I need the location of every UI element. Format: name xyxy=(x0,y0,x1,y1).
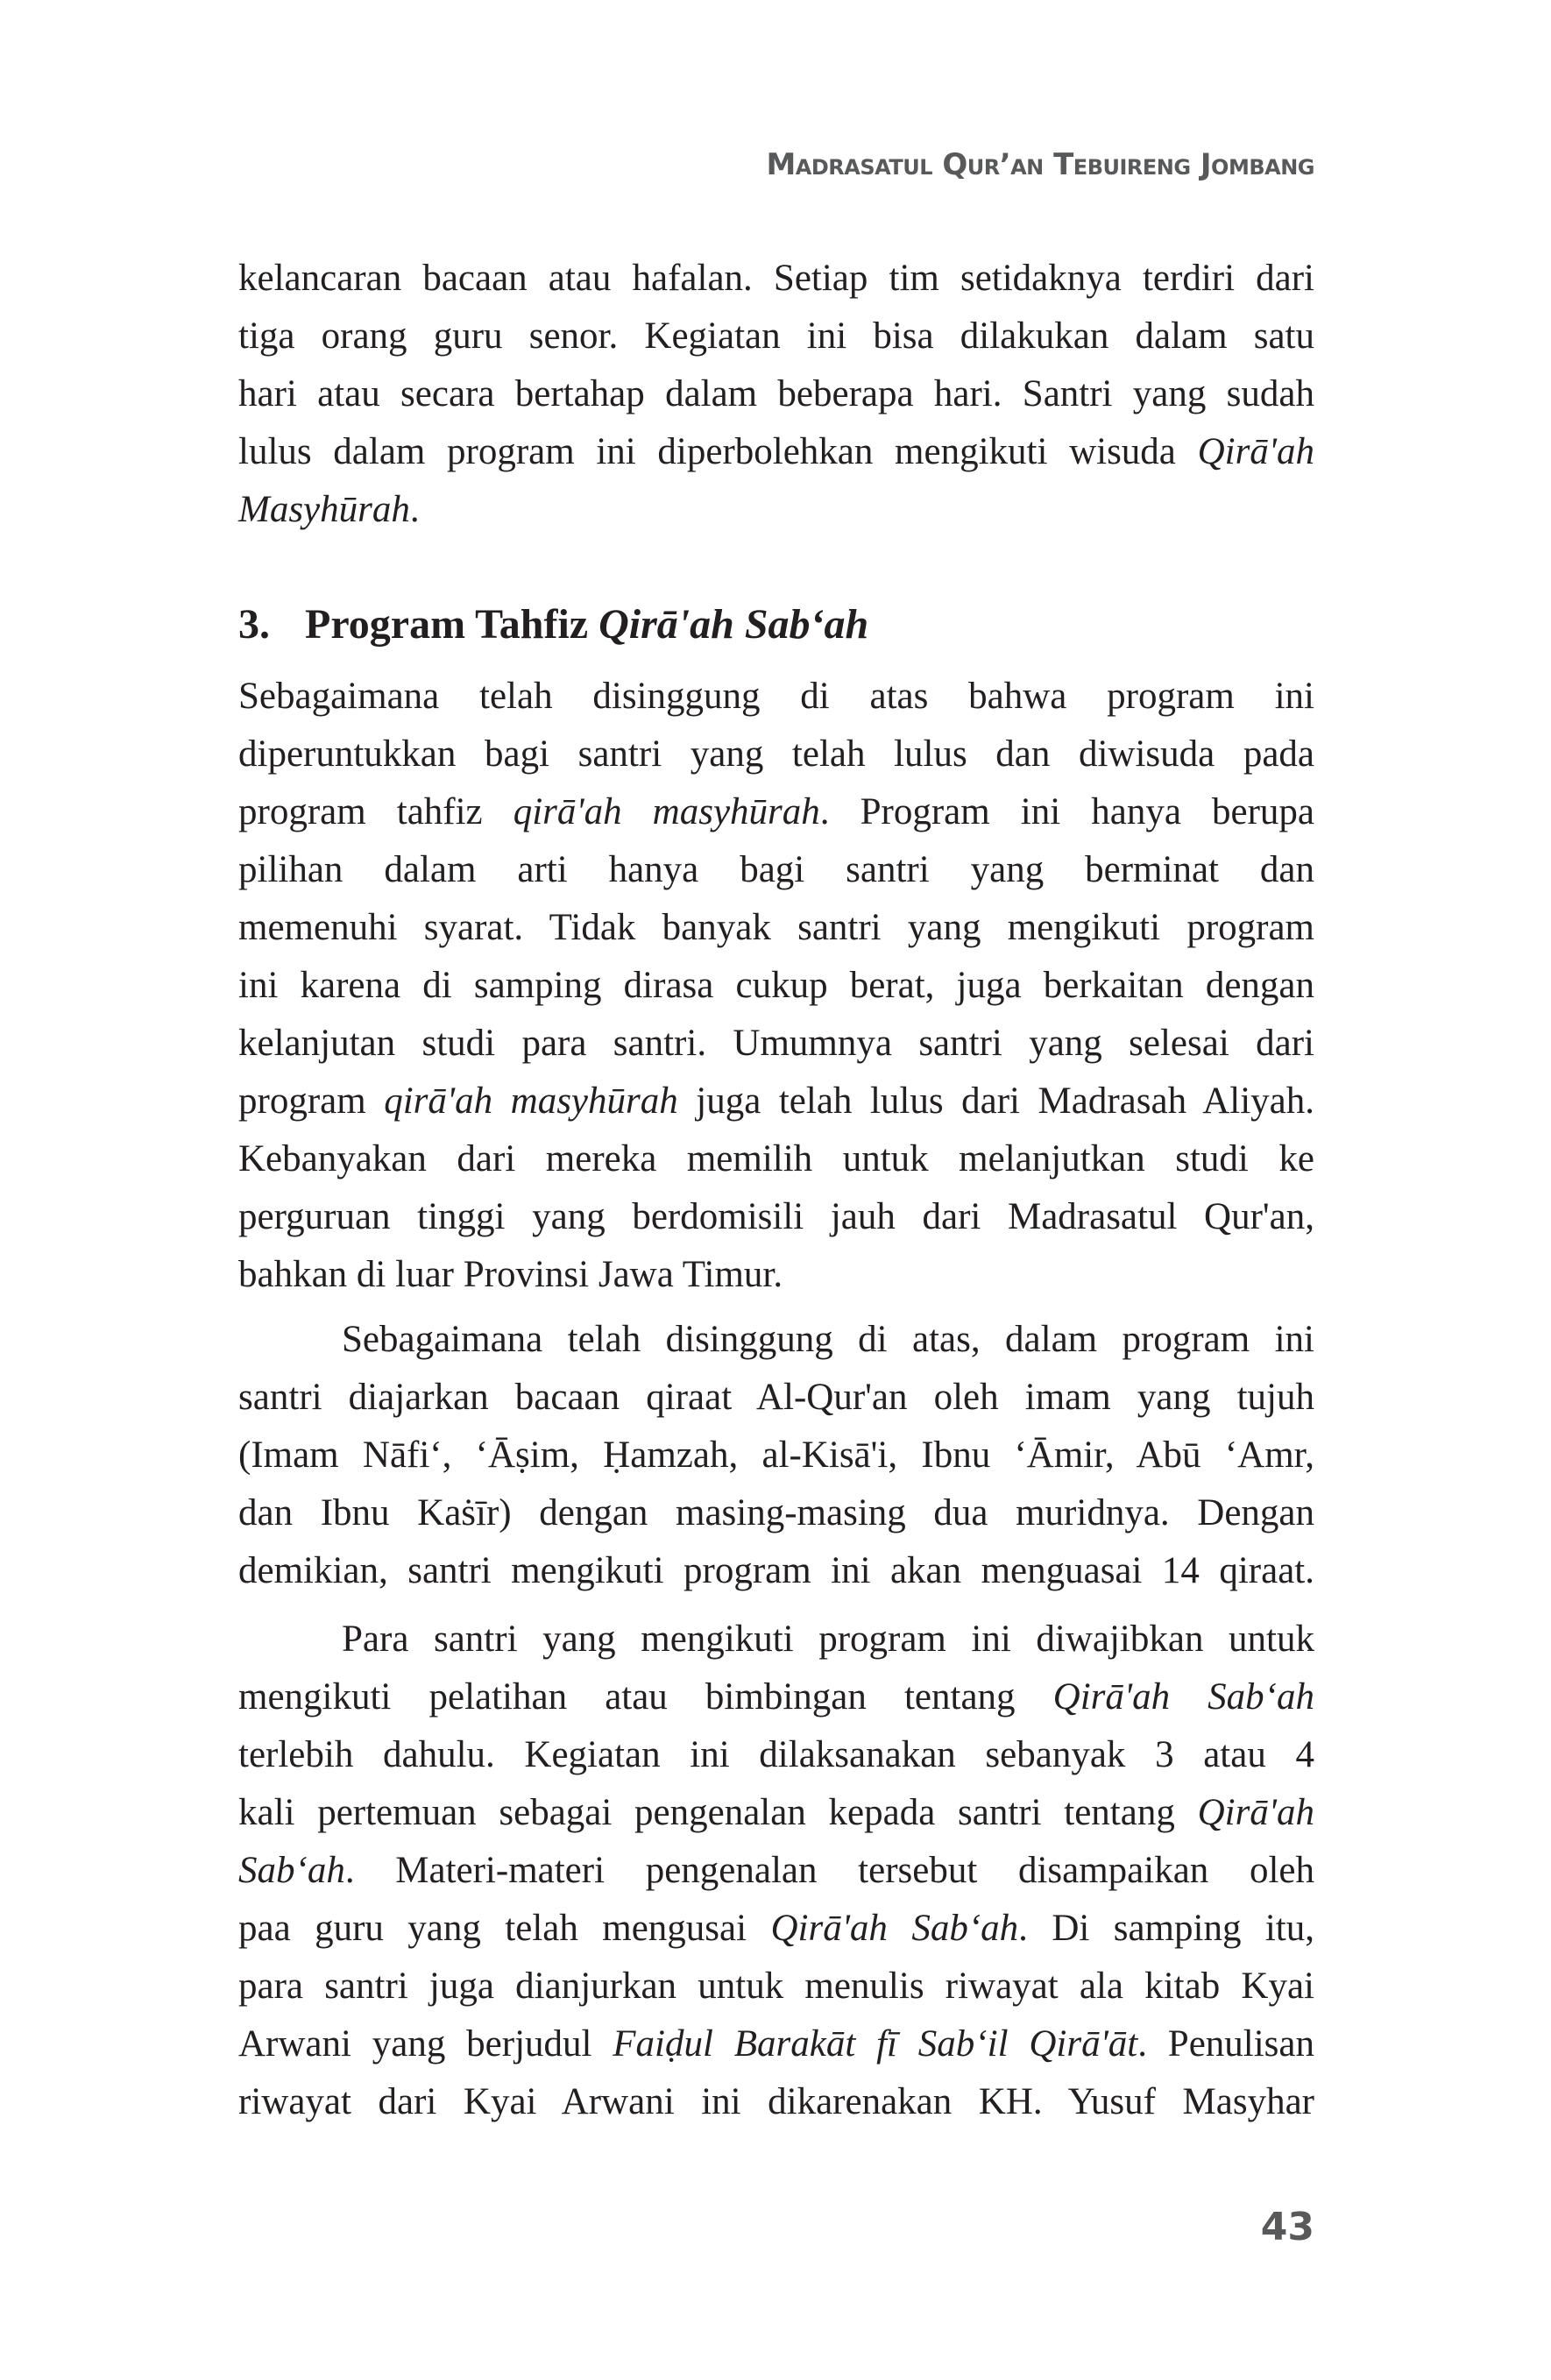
italic-term: Qirā'ah xyxy=(1197,431,1314,472)
text-line: Sebagaimana telah disinggung di atas bahwa program ini xyxy=(238,676,1314,717)
text-line: santri diajarkan bacaan qiraat Al-Qur'an oleh imam yang tujuh xyxy=(238,1377,1314,1418)
running-header: Madrasatul Qur’an Tebuireng Jombang xyxy=(766,147,1314,182)
text-line xyxy=(238,783,1314,841)
text-line: kelanjutan studi para santri. Umumnya santri yang selesai dari xyxy=(238,1023,1314,1064)
text-line: Sebagaimana telah disinggung di atas, dalam program ini xyxy=(342,1319,1314,1360)
text-line: Kebanyakan dari mereka memilih untuk melanjutkan studi ke xyxy=(238,1138,1314,1179)
text-line: pilihan dalam arti hanya bagi santri yang berminat dan xyxy=(238,849,1314,890)
italic-term: Qirā'ah Sab‘ah xyxy=(770,1908,1019,1949)
line-text: Arwani yang berjudul xyxy=(238,2023,613,2065)
section-heading xyxy=(238,596,1314,654)
line-text: juga telah lulus dari Madrasah Aliyah. xyxy=(677,1080,1315,1122)
text-line xyxy=(238,1842,1314,1900)
text-line xyxy=(238,1784,1314,1842)
line-text: program xyxy=(238,1080,385,1122)
text-line: kelancaran bacaan atau hafalan. Setiap tim setidaknya terdiri dari xyxy=(238,258,1314,299)
text-line xyxy=(238,481,1314,539)
text-line: para santri juga dianjurkan untuk menulis riwayat ala kitab Kyai xyxy=(238,1966,1314,2007)
text-line: Para santri yang mengikuti program ini diwajibkan untuk xyxy=(342,1619,1314,1660)
italic-term: Faiḍul Barakāt fī Sab‘il Qirā'āt xyxy=(613,2023,1138,2065)
line-text: . Program ini hanya berupa xyxy=(819,791,1315,832)
text-line: demikian, santri mengikuti program ini akan menguasai 14 qiraat. xyxy=(238,1550,1314,1591)
section-title-italic: Qirā'ah Sab‘ah xyxy=(598,601,869,648)
line-text: paa guru yang telah mengusai xyxy=(238,1908,771,1949)
line-text: . Materi-materi pengenalan tersebut disampaikan oleh xyxy=(344,1850,1314,1891)
italic-term: Sab‘ah xyxy=(238,1850,345,1891)
section-title: Program Tahfiz xyxy=(305,601,599,648)
page-number: 43 xyxy=(1260,2205,1314,2249)
italic-term: Masyhūrah xyxy=(238,489,410,530)
text-line: terlebih dahulu. Kegiatan ini dilaksanakan sebanyak 3 atau 4 xyxy=(238,1734,1314,1775)
text-line: diperuntukkan bagi santri yang telah lulus dan diwisuda pada xyxy=(238,733,1314,775)
text-line xyxy=(238,1073,1314,1130)
italic-term: qirā'ah masyhūrah xyxy=(513,791,820,832)
line-text: . xyxy=(409,489,420,530)
text-line: tiga orang guru senor. Kegiatan ini bisa dilakukan dalam satu xyxy=(238,315,1314,357)
text-line: (Imam Nāfi‘, ‘Āṣim, Ḥamzah, al-Kisā'i, Ibnu ‘Āmir, Abū ‘Amr, xyxy=(238,1434,1314,1476)
italic-term: Qirā'ah Sab‘ah xyxy=(1052,1676,1315,1718)
text-line: memenuhi syarat. Tidak banyak santri yang mengikuti program xyxy=(238,907,1314,948)
text-line: dan Ibnu Kaṡīr) dengan masing-masing dua muridnya. Dengan xyxy=(238,1492,1314,1534)
text-line xyxy=(238,1668,1314,1726)
section-number: 3. xyxy=(238,601,270,648)
text-line xyxy=(238,2015,1314,2073)
line-text: mengikuti pelatihan atau bimbingan tentang xyxy=(238,1676,1053,1718)
text-line: perguruan tinggi yang berdomisili jauh dari Madrasatul Qur'an, xyxy=(238,1196,1314,1237)
line-text: program tahfiz xyxy=(238,791,513,832)
text-line xyxy=(238,423,1314,481)
text-line: riwayat dari Kyai Arwani ini dikarenakan KH. Yusuf Masyhar xyxy=(238,2081,1314,2122)
text-line: hari atau secara bertahap dalam beberapa hari. Santri yang sudah xyxy=(238,373,1314,414)
line-text: lulus dalam program ini diperbolehkan mengikuti wisuda xyxy=(238,431,1198,472)
text-line: ini karena di samping dirasa cukup berat, juga berkaitan dengan xyxy=(238,965,1314,1006)
line-text: kali pertemuan sebagai pengenalan kepada santri tentang xyxy=(238,1792,1198,1833)
text-line: bahkan di luar Provinsi Jawa Timur. xyxy=(238,1254,783,1295)
italic-term: Qirā'ah xyxy=(1197,1792,1314,1833)
italic-term: qirā'ah masyhūrah xyxy=(384,1080,678,1122)
line-text: . Penulisan xyxy=(1137,2023,1314,2065)
text-line xyxy=(238,1900,1314,1958)
line-text: . Di samping itu, xyxy=(1018,1908,1315,1949)
